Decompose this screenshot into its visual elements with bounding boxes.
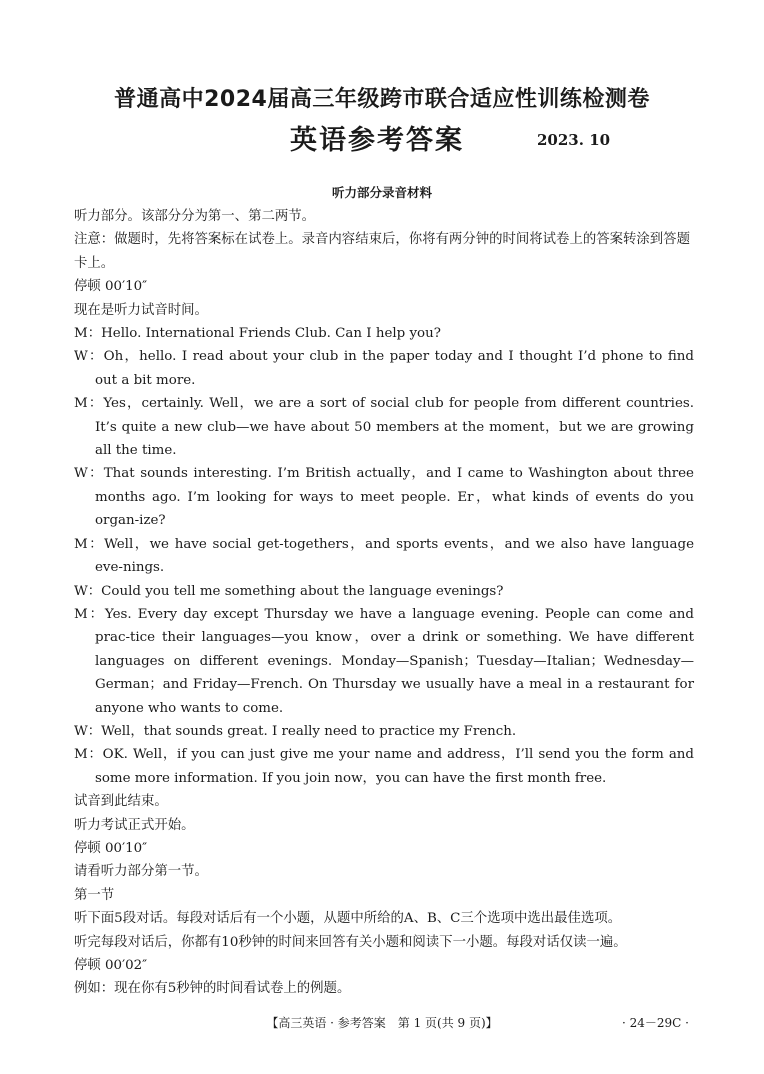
- page-footer: [0, 1014, 764, 1034]
- document-title: 普通高中2024届高三年级跨市联合适应性训练检测卷: [114, 87, 650, 112]
- section-title: 听力部分录音材料: [331, 185, 432, 200]
- document-subtitle: 英语参考答案: [290, 125, 464, 156]
- dialogue-line: W：Could you tell me something about the language evenings?: [74, 583, 504, 599]
- footer-code: · 24－29C ·: [622, 1016, 689, 1030]
- dialogue-line: W：Well，that sounds great. I really need to practice my French.: [74, 723, 517, 739]
- paragraph: 例如：现在你有5秒钟的时间看试卷上的例题。: [74, 981, 351, 997]
- paragraph: 试音到此结束。: [74, 794, 168, 810]
- dialogue-line: M：OK. Well，if you can just give me your name and address，I’ll send you the form and some more information. If you join now，you can have the first month free.: [74, 747, 694, 786]
- paragraph: 听完每段对话后，你都有10秒钟的时间来回答有关小题和阅读下一小题。每段对话仅读一遍。: [74, 934, 627, 950]
- paragraph: 听力考试正式开始。: [74, 817, 195, 833]
- paragraph: 现在是听力试音时间。: [74, 302, 208, 318]
- dialogue-line: W：That sounds interesting. I’m British actually，and I came to Washington about three months ago. I’m looking for ways to meet people. Er，what kinds of events do you organ-ize?: [74, 466, 694, 529]
- paragraph: 听力部分。该部分分为第一、第二两节。: [74, 209, 316, 224]
- dialogue-line: M：Hello. International Friends Club. Can I help you?: [74, 326, 441, 342]
- dialogue-line: M：Yes，certainly. Well，we are a sort of social club for people from different countries. It’s quite a new club—we have about 50 members at the moment，but we are growing all the time.: [74, 396, 694, 459]
- paragraph: 停顿 00′10″: [74, 279, 148, 295]
- document-body: [74, 205, 694, 1001]
- dialogue-line: M：Well，we have social get-togethers，and sports events，and we also have language eve-nings.: [74, 536, 694, 576]
- dialogue-line: M：Yes. Every day except Thursday we have a language evening. People can come and prac-tice their languages—you know，over a drink or something. We have different languages on different evenings. Monday—Spanish；Tuesday—Italian；Wednesday—German；and Friday—French. On Thursday we usually have a meal in a restaurant for anyone who wants to come.: [74, 606, 694, 716]
- dialogue-line: W：Oh，hello. I read about your club in the paper today and I thought I’d phone to find out a bit more.: [74, 349, 694, 388]
- document-date: 2023. 10: [537, 131, 611, 149]
- paragraph: 第一节: [74, 887, 115, 903]
- footer-page-info: 【高三英语 · 参考答案 第 1 页(共 9 页)】: [266, 1016, 498, 1030]
- paragraph: 注意：做题时，先将答案标在试卷上。录音内容结束后，你将有两分钟的时间将试卷上的答案转涂到答题卡上。: [74, 232, 690, 271]
- paragraph: 停顿 00′10″: [74, 840, 148, 856]
- paragraph: 请看听力部分第一节。: [74, 864, 208, 880]
- paragraph: 听下面5段对话。每段对话后有一个小题，从题中所给的A、B、C三个选项中选出最佳选项。: [74, 911, 622, 927]
- paragraph: 停顿 00′02″: [74, 958, 148, 973]
